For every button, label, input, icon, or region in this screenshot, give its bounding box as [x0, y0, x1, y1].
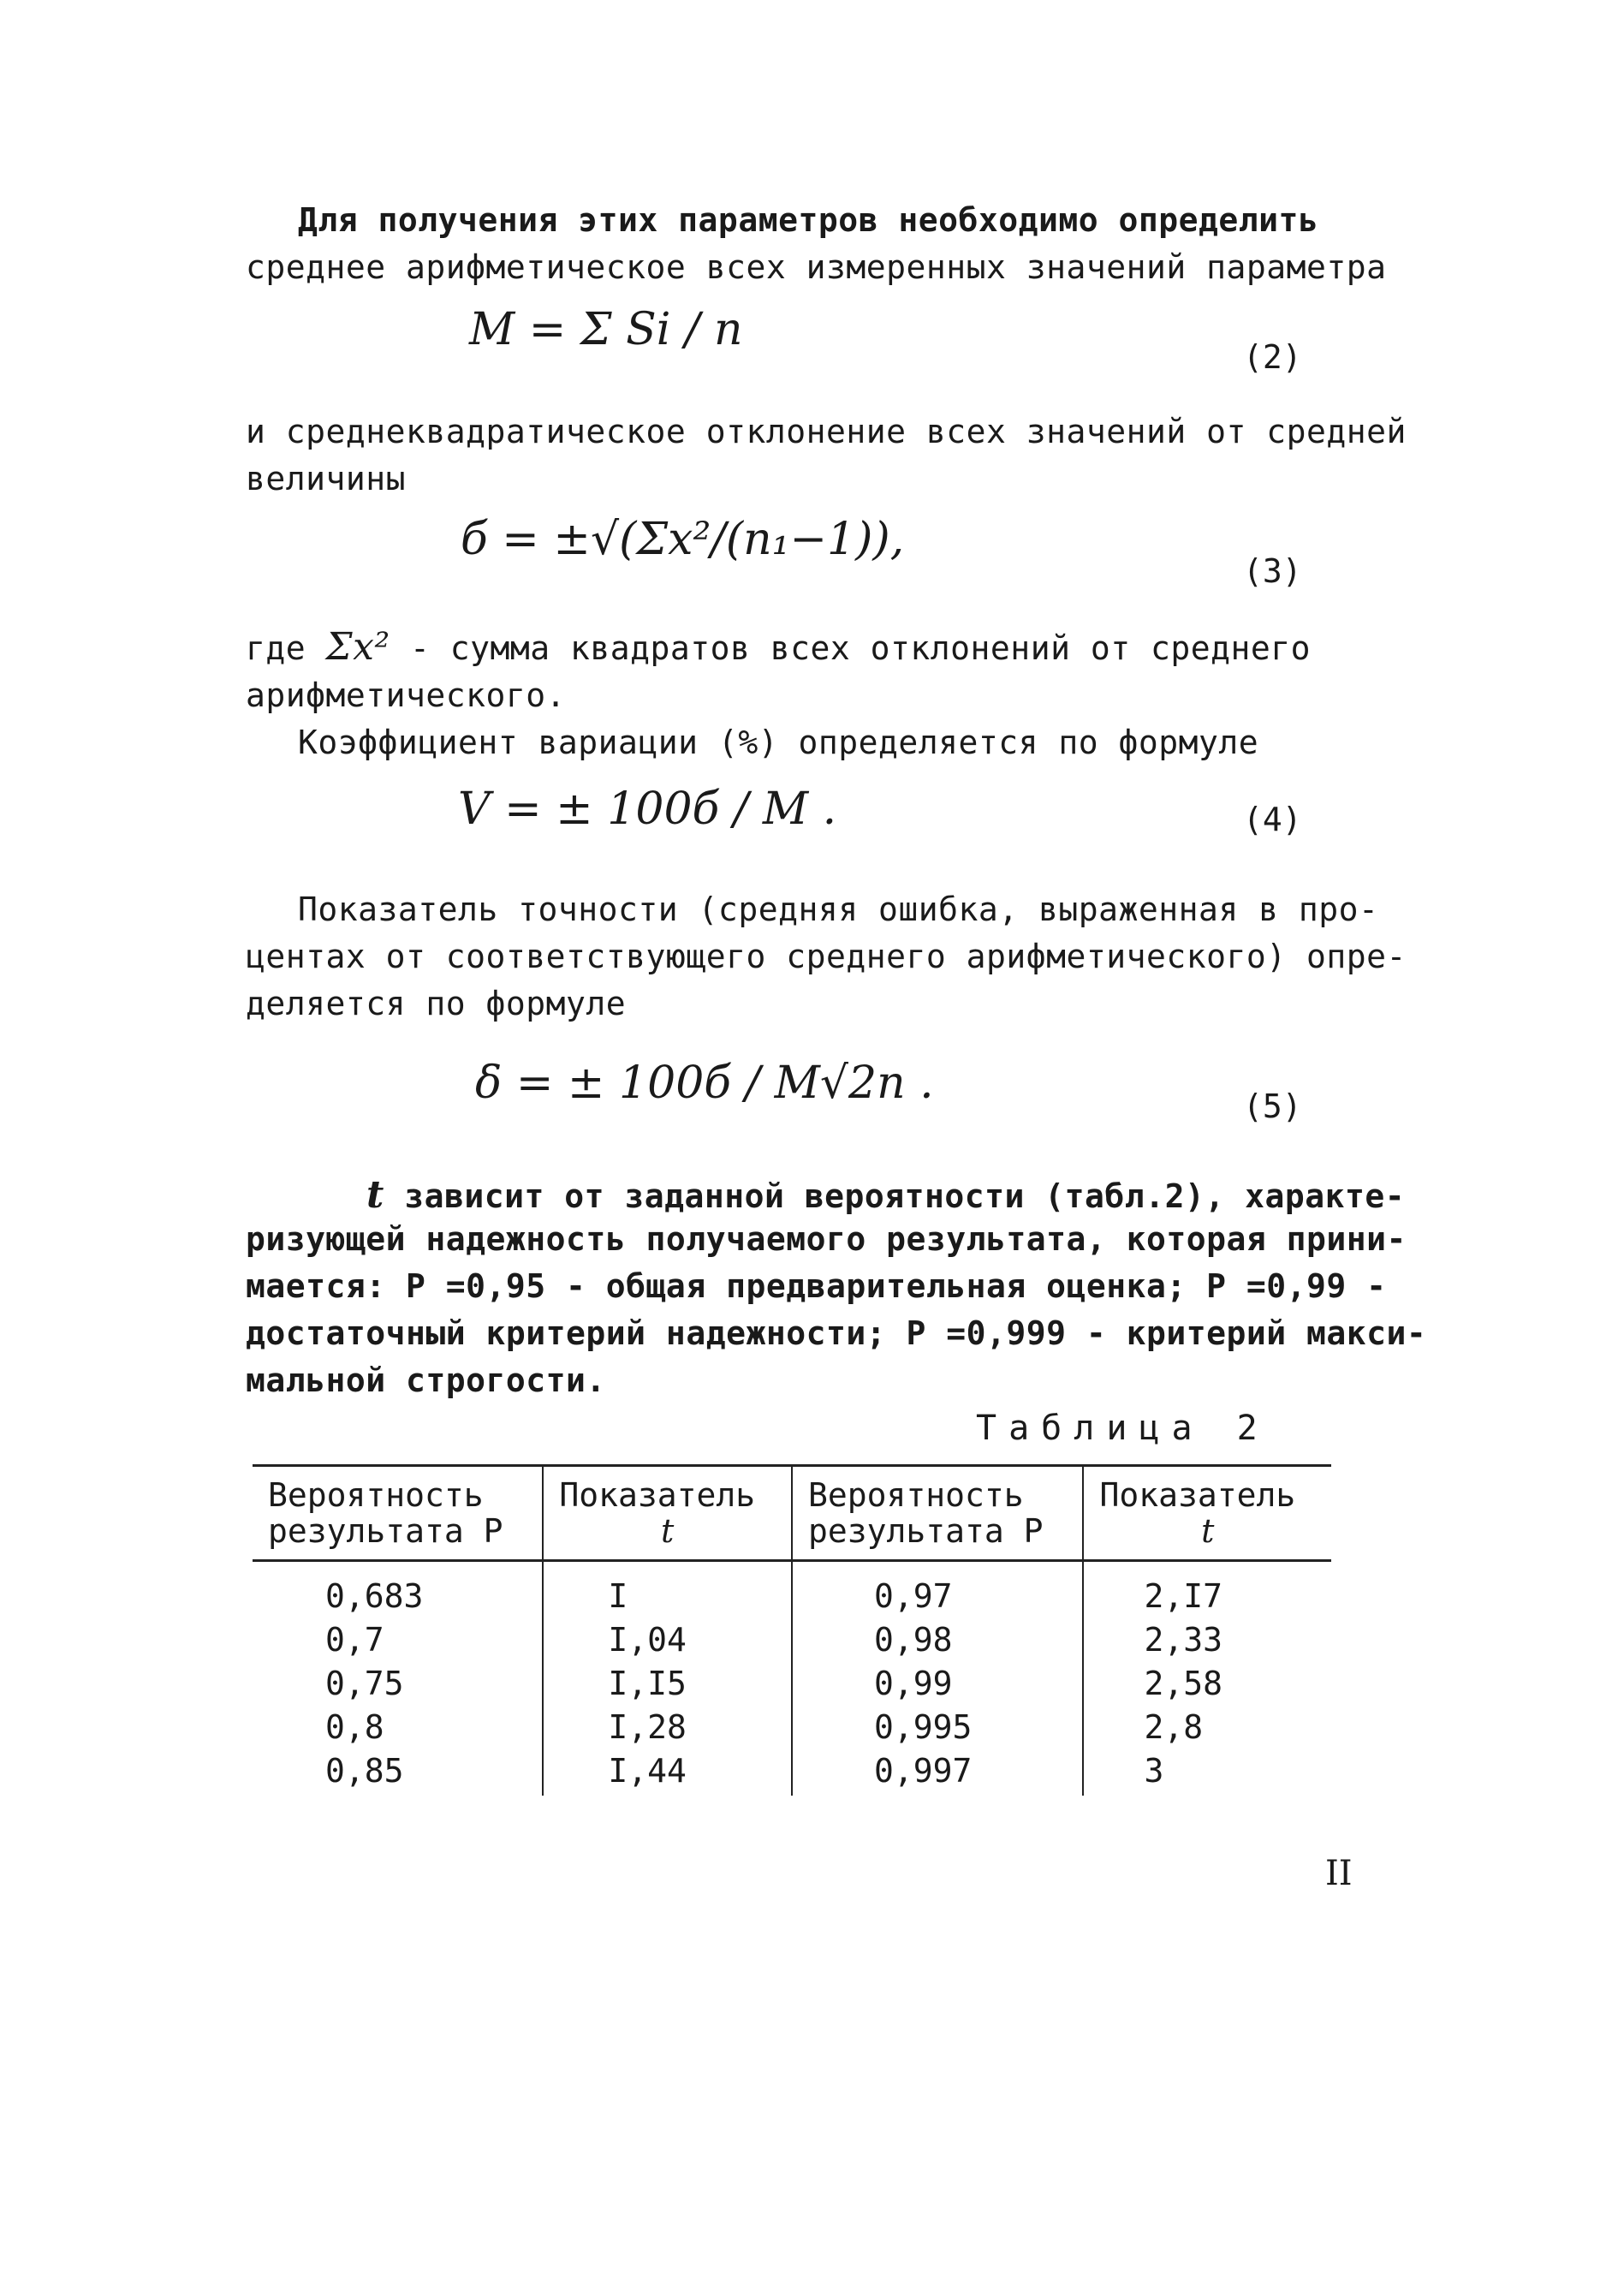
equation-number: (4)	[1243, 801, 1302, 838]
text-run: зависит от заданной вероятности (табл.2), характе-	[384, 1177, 1406, 1215]
paragraph-line: ризующей надежность получаемого результата, которая прини-	[246, 1220, 1407, 1258]
table-cell: 2,58	[1083, 1665, 1331, 1708]
column-header	[543, 1466, 792, 1561]
table-cell: 0,997	[792, 1752, 1083, 1796]
column-header	[1083, 1466, 1331, 1561]
table-cell: 0,85	[325, 1752, 404, 1790]
table-cell: 0,75	[325, 1665, 404, 1702]
header-symbol: t	[1201, 1512, 1215, 1550]
table-row	[253, 1752, 1331, 1796]
formula-2: M = Σ Si / n	[469, 304, 743, 355]
table-cell: 2,8	[1083, 1708, 1331, 1752]
table-cell: 0,99	[792, 1665, 1083, 1708]
paragraph-line: Коэффициент вариации (%) определяется по формуле	[298, 724, 1259, 761]
table-cell: 0,683	[325, 1577, 424, 1615]
table-cell: 0,97	[792, 1561, 1083, 1622]
sum-symbol: Σx²	[325, 625, 390, 669]
text-run: - сумма квадратов всех отклонений от среднего	[390, 629, 1311, 667]
table-cell: 0,995	[792, 1708, 1083, 1752]
header-line: Вероятность	[268, 1476, 484, 1514]
paragraph-line: центах от соответствующего среднего арифметического) опре-	[246, 938, 1407, 975]
paragraph-line: мальной строгости.	[246, 1361, 606, 1399]
column-header	[253, 1466, 543, 1561]
header-line: Показатель	[1099, 1476, 1296, 1514]
formula-3: б = ±√(Σx²/(n₁−1)),	[461, 514, 905, 565]
paragraph-line: величины	[246, 460, 407, 497]
table-cell: 0,7	[325, 1621, 384, 1659]
page-number: II	[1325, 1854, 1353, 1893]
table-caption: Таблица 2	[976, 1409, 1270, 1448]
equation-number: (2)	[1243, 338, 1302, 376]
formula-5: δ = ± 100б / M√2n .	[475, 1058, 934, 1109]
table-header-row	[253, 1466, 1331, 1561]
paragraph-line	[366, 1173, 1405, 1217]
table-cell: I,44	[543, 1752, 792, 1796]
paragraph-line	[246, 625, 1311, 669]
t-symbol: t	[366, 1173, 384, 1217]
paragraph-line: деляется по формуле	[246, 985, 627, 1022]
paragraph-line: арифметического.	[246, 676, 567, 714]
paragraph-line: достаточный критерий надежности; P =0,999 - критерий макси-	[246, 1314, 1427, 1352]
paragraph-line: мается: P =0,95 - общая предварительная оценка; P =0,99 -	[246, 1267, 1387, 1305]
header-line: результата P	[268, 1512, 503, 1550]
table-row	[253, 1708, 1331, 1752]
equation-number: (3)	[1243, 552, 1302, 590]
table-row	[253, 1561, 1331, 1622]
table-cell: 0,8	[325, 1708, 384, 1746]
table-cell: 3	[1083, 1752, 1331, 1796]
table-cell: I	[543, 1561, 792, 1622]
formula-4: V = ± 100б / M .	[458, 783, 837, 835]
header-line: результата P	[807, 1512, 1044, 1550]
paragraph-line: среднее арифметическое всех измеренных значений параметра	[246, 248, 1387, 286]
paragraph-line: Показатель точности (средняя ошибка, выраженная в про-	[298, 891, 1379, 928]
table-cell: 2,33	[1083, 1621, 1331, 1665]
column-header	[792, 1466, 1083, 1561]
probability-table	[253, 1464, 1331, 1796]
table-row	[253, 1665, 1331, 1708]
header-symbol: t	[661, 1512, 675, 1550]
table-cell: 0,98	[792, 1621, 1083, 1665]
table-cell: I,28	[543, 1708, 792, 1752]
table-cell: I,I5	[543, 1665, 792, 1708]
equation-number: (5)	[1243, 1087, 1302, 1125]
paragraph-line: Для получения этих параметров необходимо определить	[298, 201, 1319, 239]
table-row	[253, 1621, 1331, 1665]
text-run: где	[246, 629, 306, 667]
paragraph-line: и среднеквадратическое отклонение всех значений от средней	[246, 413, 1407, 450]
header-line: Показатель	[559, 1476, 756, 1514]
header-line: Вероятность	[807, 1476, 1024, 1514]
table-cell: I,04	[543, 1621, 792, 1665]
table-cell: 2,I7	[1083, 1561, 1331, 1622]
